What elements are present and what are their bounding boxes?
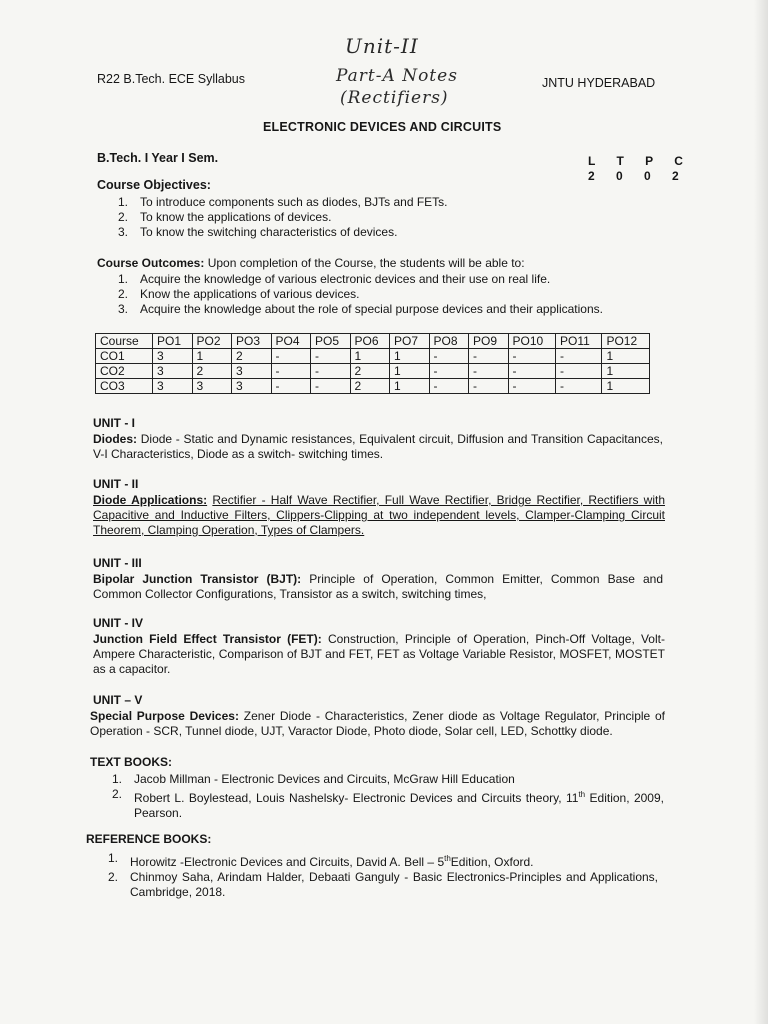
unit-4-label: UNIT - IV: [93, 616, 143, 630]
table-row: [96, 349, 650, 364]
table-cell: 2: [232, 349, 272, 364]
handwritten-topic: (Rectifiers): [340, 88, 449, 108]
unit-5-label: UNIT – V: [93, 693, 143, 707]
list-item: 3. Acquire the knowledge about the role of special purpose devices and their applications.: [118, 302, 603, 316]
table-cell: 1: [602, 364, 650, 379]
table-cell: -: [311, 349, 351, 364]
table-cell: -: [429, 349, 469, 364]
co-po-table: [95, 333, 650, 394]
table-header-cell: PO1: [153, 334, 193, 349]
table-cell: 1: [350, 349, 390, 364]
table-cell: 1: [390, 364, 430, 379]
ltpc-values: 2 0 0 2: [588, 169, 688, 183]
table-header-cell: PO5: [311, 334, 351, 349]
list-item: 1. To introduce components such as diodes, BJTs and FETs.: [118, 195, 448, 209]
table-cell: -: [469, 379, 509, 394]
header-left: R22 B.Tech. ECE Syllabus: [97, 72, 245, 86]
unit-1-label: UNIT - I: [93, 416, 135, 430]
unit-4-topic: Junction Field Effect Transistor (FET):: [93, 632, 322, 646]
unit-2-text: [93, 493, 665, 538]
table-header-cell: PO6: [350, 334, 390, 349]
table-cell: -: [508, 379, 555, 394]
header-right: JNTU HYDERABAD: [542, 76, 656, 90]
text-books-list: [112, 772, 664, 821]
unit-5-topic: Special Purpose Devices:: [90, 709, 239, 723]
objectives-title: Course Objectives:: [97, 178, 211, 192]
table-cell: 3: [153, 379, 193, 394]
unit-3-content: Principle of Operation, Common Emitter, Common Base and Common Collector Configurations, Transistor as a switch, switching times,: [93, 572, 663, 601]
table-cell: -: [271, 349, 311, 364]
text-books-title: TEXT BOOKS:: [90, 755, 173, 769]
unit-4-content: Construction, Principle of Operation, Pinch-Off Voltage, Volt-Ampere Characteristic, Comparison of BJT and FET, FET as Voltage Variable Resistor, MOSFET, MOSTET as a capacitor.: [93, 632, 665, 676]
table-header-cell: PO8: [429, 334, 469, 349]
table-cell: 3: [153, 349, 193, 364]
table-cell: CO3: [96, 379, 153, 394]
table-cell: 1: [602, 349, 650, 364]
handwritten-unit: Unit-II: [345, 34, 419, 58]
list-item: 1. Horowitz -Electronic Devices and Circuits, David A. Bell – 5thEdition, Oxford.: [108, 851, 534, 869]
outcomes-heading: [97, 256, 525, 270]
table-cell: -: [429, 364, 469, 379]
list-item: 1. Jacob Millman - Electronic Devices and Circuits, McGraw Hill Education: [112, 772, 515, 786]
table-header-cell: PO9: [469, 334, 509, 349]
table-cell: CO2: [96, 364, 153, 379]
unit-1-text: [93, 432, 663, 462]
page-edge-shadow: [754, 0, 768, 1024]
table-row: [96, 379, 650, 394]
objectives-list: [118, 195, 598, 240]
unit-3-topic: Bipolar Junction Transistor (BJT):: [93, 572, 302, 586]
unit-5-content: Zener Diode - Characteristics, Zener diode as Voltage Regulator, Principle of Operation - SCR, Tunnel diode, UJT, Varactor Diode, Photo diode, Solar cell, LED, Schottky diode.: [90, 709, 665, 738]
table-cell: CO1: [96, 349, 153, 364]
table-header-cell: PO11: [556, 334, 602, 349]
unit-4-text: [93, 632, 665, 677]
list-item: 2. Know the applications of various devices.: [118, 287, 360, 301]
unit-1-topic: Diodes:: [93, 432, 138, 446]
list-item: 2. Chinmoy Saha, Arindam Halder, Debaati Ganguly - Basic Electronics-Principles and Applications, Cambridge, 2018.: [108, 870, 658, 899]
table-cell: -: [311, 379, 351, 394]
table-row: [96, 364, 650, 379]
table-cell: 1: [602, 379, 650, 394]
table-cell: 3: [192, 379, 232, 394]
handwritten-part: Part-A Notes: [336, 66, 458, 86]
list-item: 3. To know the switching characteristics of devices.: [118, 225, 398, 239]
table-cell: 1: [390, 349, 430, 364]
ltpc-labels: L T P C: [588, 154, 692, 168]
reference-books-list: [108, 851, 658, 900]
list-item: 2. To know the applications of devices.: [118, 210, 332, 224]
table-cell: 2: [192, 364, 232, 379]
unit-5-text: [90, 709, 665, 739]
list-item: 1. Acquire the knowledge of various electronic devices and their use on real life.: [118, 272, 551, 286]
table-cell: 1: [192, 349, 232, 364]
outcomes-title: Course Outcomes:: [97, 256, 205, 270]
unit-2-topic: Diode Applications:: [93, 493, 208, 507]
course-title: ELECTRONIC DEVICES AND CIRCUITS: [263, 120, 502, 134]
table-cell: 3: [232, 379, 272, 394]
table-cell: 2: [350, 379, 390, 394]
table-cell: -: [556, 379, 602, 394]
table-header-cell: PO2: [192, 334, 232, 349]
table-cell: -: [311, 364, 351, 379]
table-cell: 1: [390, 379, 430, 394]
table-header-cell: PO12: [602, 334, 650, 349]
table-header-cell: PO4: [271, 334, 311, 349]
table-cell: 2: [350, 364, 390, 379]
reference-books-title: REFERENCE BOOKS:: [86, 832, 212, 846]
unit-2-content: Rectifier - Half Wave Rectifier, Full Wave Rectifier, Bridge Rectifier, Rectifiers with Capacitive and Inductive Filters, Clippers-Clipping at two independent levels, Clamper-Clamping Circuit Theorem, Clamping Operation, Types of Clampers.: [93, 493, 665, 537]
unit-2-label: UNIT - II: [93, 477, 139, 491]
outcomes-intro: Upon completion of the Course, the students will be able to:: [207, 256, 525, 270]
list-item: 2. Robert L. Boylestead, Louis Nashelsky- Electronic Devices and Circuits theory, 11th Edition, 2009, Pearson.: [112, 787, 664, 820]
table-cell: 3: [232, 364, 272, 379]
table-header-cell: PO3: [232, 334, 272, 349]
table-header-row: [96, 334, 650, 349]
table-cell: -: [508, 349, 555, 364]
table-cell: -: [556, 349, 602, 364]
table-cell: -: [469, 364, 509, 379]
table-header-cell: PO7: [390, 334, 430, 349]
table-cell: -: [271, 379, 311, 394]
unit-1-content: Diode - Static and Dynamic resistances, Equivalent circuit, Diffusion and Transition Capacitances, V-I Characteristics, Diode as a switch- switching times.: [93, 432, 663, 461]
unit-3-text: [93, 572, 663, 602]
table-header-cell: Course: [96, 334, 153, 349]
table-cell: -: [429, 379, 469, 394]
table-header-cell: PO10: [508, 334, 555, 349]
table-cell: -: [469, 349, 509, 364]
semester: B.Tech. I Year I Sem.: [97, 151, 219, 165]
table-cell: 3: [153, 364, 193, 379]
unit-3-label: UNIT - III: [93, 556, 142, 570]
outcomes-list: [118, 272, 638, 317]
table-cell: -: [556, 364, 602, 379]
table-cell: -: [271, 364, 311, 379]
table-cell: -: [508, 364, 555, 379]
